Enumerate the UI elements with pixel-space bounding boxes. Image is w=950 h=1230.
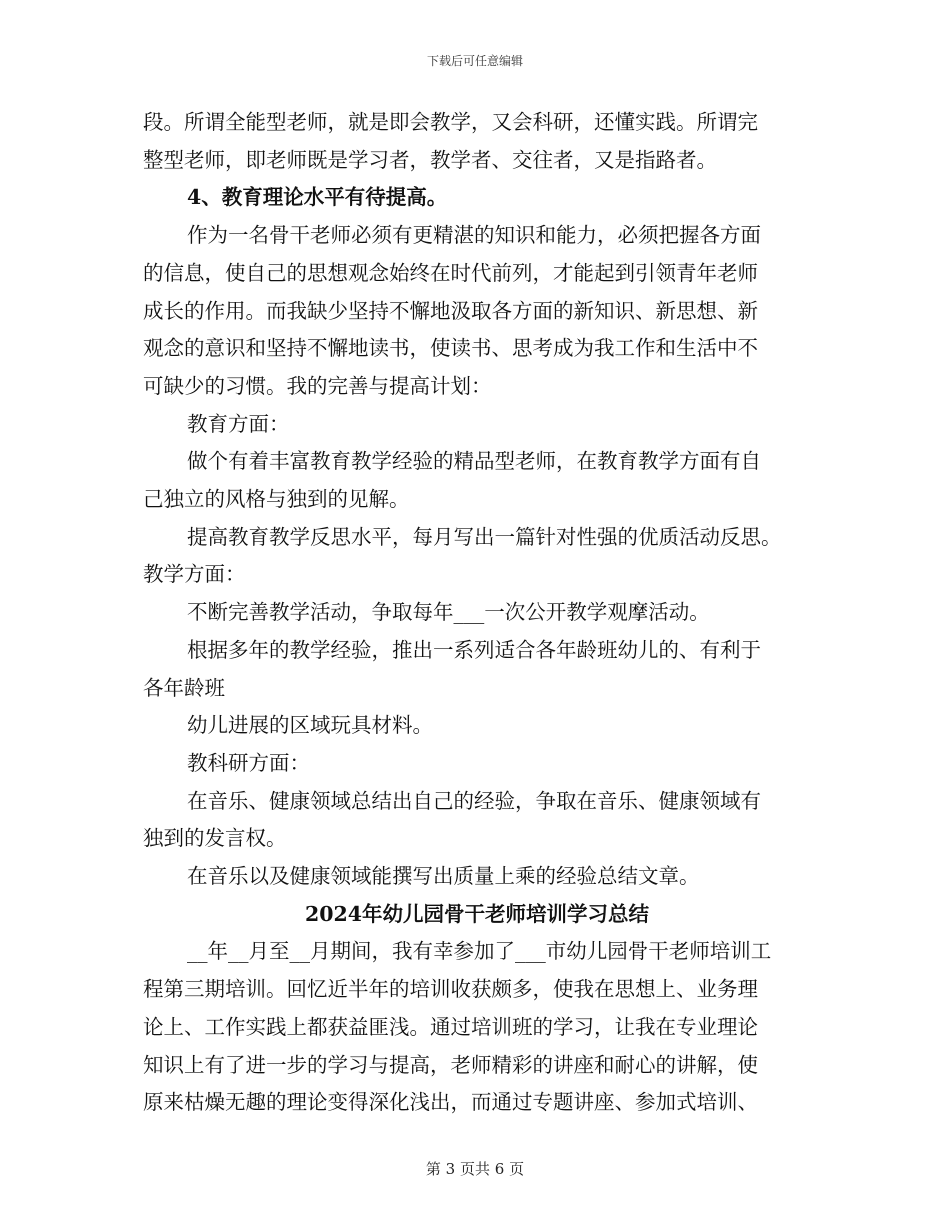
- paragraph-line: 段。所谓全能型老师，就是即会教学，又会科研，还懂实践。所谓完: [143, 110, 758, 134]
- paragraph-line: 论上、工作实践上都获益匪浅。通过培训班的学习，让我在专业理论: [143, 1014, 758, 1039]
- paragraph-line: 幼儿进展的区域玩具材料。: [187, 713, 433, 738]
- paragraph-line: 成长的作用。而我缺少坚持不懈地汲取各方面的新知识、新思想、新: [143, 298, 758, 323]
- paragraph-line: 各年龄班: [143, 675, 225, 700]
- paragraph-line: 独到的发言权。: [143, 826, 287, 851]
- paragraph-line: 作为一名骨干老师必须有更精湛的知识和能力，必须把握各方面: [187, 223, 761, 248]
- page-header: 下载后可任意编辑: [426, 54, 523, 68]
- paragraph-line: 的信息，使自己的思想观念始终在时代前列，才能起到引领青年老师: [143, 260, 758, 285]
- paragraph-line: 整型老师，即老师既是学习者，教学者、交往者，又是指路者。: [143, 147, 717, 172]
- subsection-label: 教科研方面：: [187, 750, 310, 775]
- paragraph-line: 原来枯燥无趣的理论变得深化浅出，而通过专题讲座、参加式培训、: [143, 1090, 758, 1115]
- paragraph-line: 程第三期培训。回忆近半年的培训收获颇多，使我在思想上、业务理: [143, 977, 758, 1002]
- subsection-label: 教育方面：: [187, 411, 290, 436]
- paragraph-line: 知识上有了进一步的学习与提高，老师精彩的讲座和耐心的讲解，使: [143, 1052, 758, 1077]
- paragraph-line: 己独立的风格与独到的见解。: [143, 487, 410, 512]
- paragraph-line: __年__月至__月期间，我有幸参加了___市幼儿园骨干老师培训工: [187, 939, 772, 964]
- document-body: [143, 104, 811, 1122]
- paragraph-line: 根据多年的教学经验，推出一系列适合各年龄班幼儿的、有利于: [187, 637, 761, 662]
- page-footer: 第 3 页共 6 页: [425, 1160, 525, 1178]
- paragraph-line: 不断完善教学活动，争取每年___一次公开教学观摩活动。: [187, 600, 710, 625]
- paragraph-line: 在音乐以及健康领域能撰写出质量上乘的经验总结文章。: [187, 864, 700, 889]
- paragraph-line: 观念的意识和坚持不懈地读书，使读书、思考成为我工作和生活中不: [143, 336, 758, 361]
- paragraph-line: 做个有着丰富教育教学经验的精品型老师，在教育教学方面有自: [187, 449, 761, 474]
- section-heading: 4、教育理论水平有待提高。: [187, 185, 448, 210]
- paragraph-line: 在音乐、健康领域总结出自己的经验，争取在音乐、健康领域有: [187, 788, 761, 813]
- subsection-label: 教学方面：: [143, 562, 246, 587]
- paragraph-line: 提高教育教学反思水平，每月写出一篇针对性强的优质活动反思。: [187, 524, 782, 549]
- document-title: 2024年幼儿园骨干老师培训学习总结: [304, 901, 650, 926]
- paragraph-line: 可缺少的习惯。我的完善与提高计划：: [143, 373, 492, 398]
